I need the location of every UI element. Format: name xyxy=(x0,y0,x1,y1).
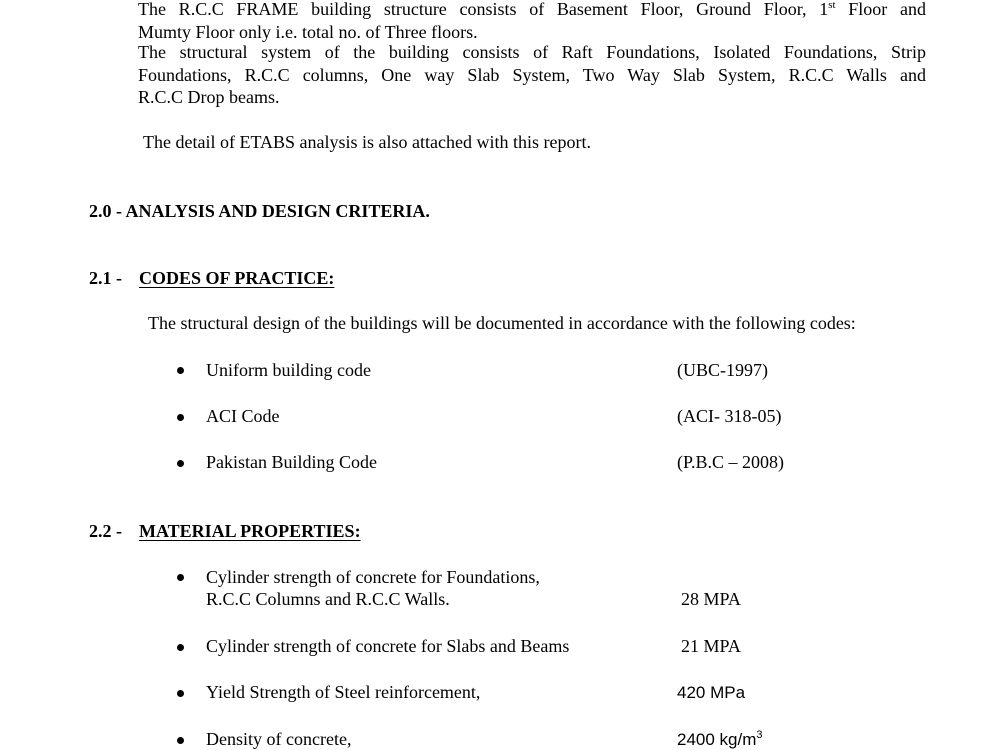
code-name: Pakistan Building Code xyxy=(206,452,377,472)
section-2-2-title: MATERIAL PROPERTIES: xyxy=(139,521,361,541)
intro-p1-line-1: The R.C.C FRAME building structure consists of Basement Floor, Ground Floor, 1st Floor and xyxy=(138,0,926,19)
code-name: ACI Code xyxy=(206,406,280,426)
intro-p2-line-3: R.C.C Drop beams. xyxy=(138,87,280,107)
bullet-icon xyxy=(177,367,184,374)
intro-paragraph-3: The detail of ETABS analysis is also attached with this report. xyxy=(143,132,591,152)
material-value: 420 MPa xyxy=(677,683,746,702)
intro-paragraph-1 xyxy=(138,0,926,43)
section-2-1-title: CODES OF PRACTICE: xyxy=(139,268,335,288)
section-2-0-heading: 2.0 - ANALYSIS AND DESIGN CRITERIA. xyxy=(89,201,430,221)
intro-paragraph-2 xyxy=(138,41,926,109)
material-value: 28 MPA xyxy=(681,589,741,609)
bullet-icon xyxy=(177,414,184,421)
bullet-icon xyxy=(177,460,184,467)
bullet-icon xyxy=(177,644,184,651)
code-ref: (ACI- 318-05) xyxy=(677,406,782,426)
material-value: 2400 $kg/m^3$ xyxy=(677,729,763,749)
code-ref: (P.B.C – 2008) xyxy=(677,452,785,472)
section-2-1-number: 2.1 - xyxy=(89,268,122,288)
bullet-icon xyxy=(177,574,184,581)
intro-p1-line-2: Mumty Floor only i.e. total no. of Three floors. xyxy=(138,21,478,42)
material-label-continued: R.C.C Columns and R.C.C Walls. xyxy=(206,589,450,609)
material-label: Density of concrete, xyxy=(206,729,352,749)
material-label: Cylinder strength of concrete for Foundations, xyxy=(206,567,540,587)
bullet-icon xyxy=(177,737,184,744)
material-label: Yield Strength of Steel reinforcement, xyxy=(206,682,481,702)
section-2-2-number: 2.2 - xyxy=(89,521,122,541)
code-ref: (UBC-1997) xyxy=(677,360,768,380)
bullet-icon xyxy=(177,690,184,697)
code-name: Uniform building code xyxy=(206,360,371,380)
material-label: Cylinder strength of concrete for Slabs and Beams xyxy=(206,636,570,656)
unit-superscript: 3 xyxy=(756,729,763,741)
material-value: 21 MPA xyxy=(681,636,741,656)
intro-p2-line-2: Foundations, R.C.C columns, One way Slab System, Two Way Slab System, R.C.C Walls and xyxy=(138,64,926,85)
intro-p2-line-1: The structural system of the building consists of Raft Foundations, Isolated Foundations, Strip xyxy=(138,42,926,62)
section-2-1-intro: The structural design of the buildings will be documented in accordance with the following codes: xyxy=(148,313,856,333)
ordinal-superscript: st xyxy=(828,0,836,11)
